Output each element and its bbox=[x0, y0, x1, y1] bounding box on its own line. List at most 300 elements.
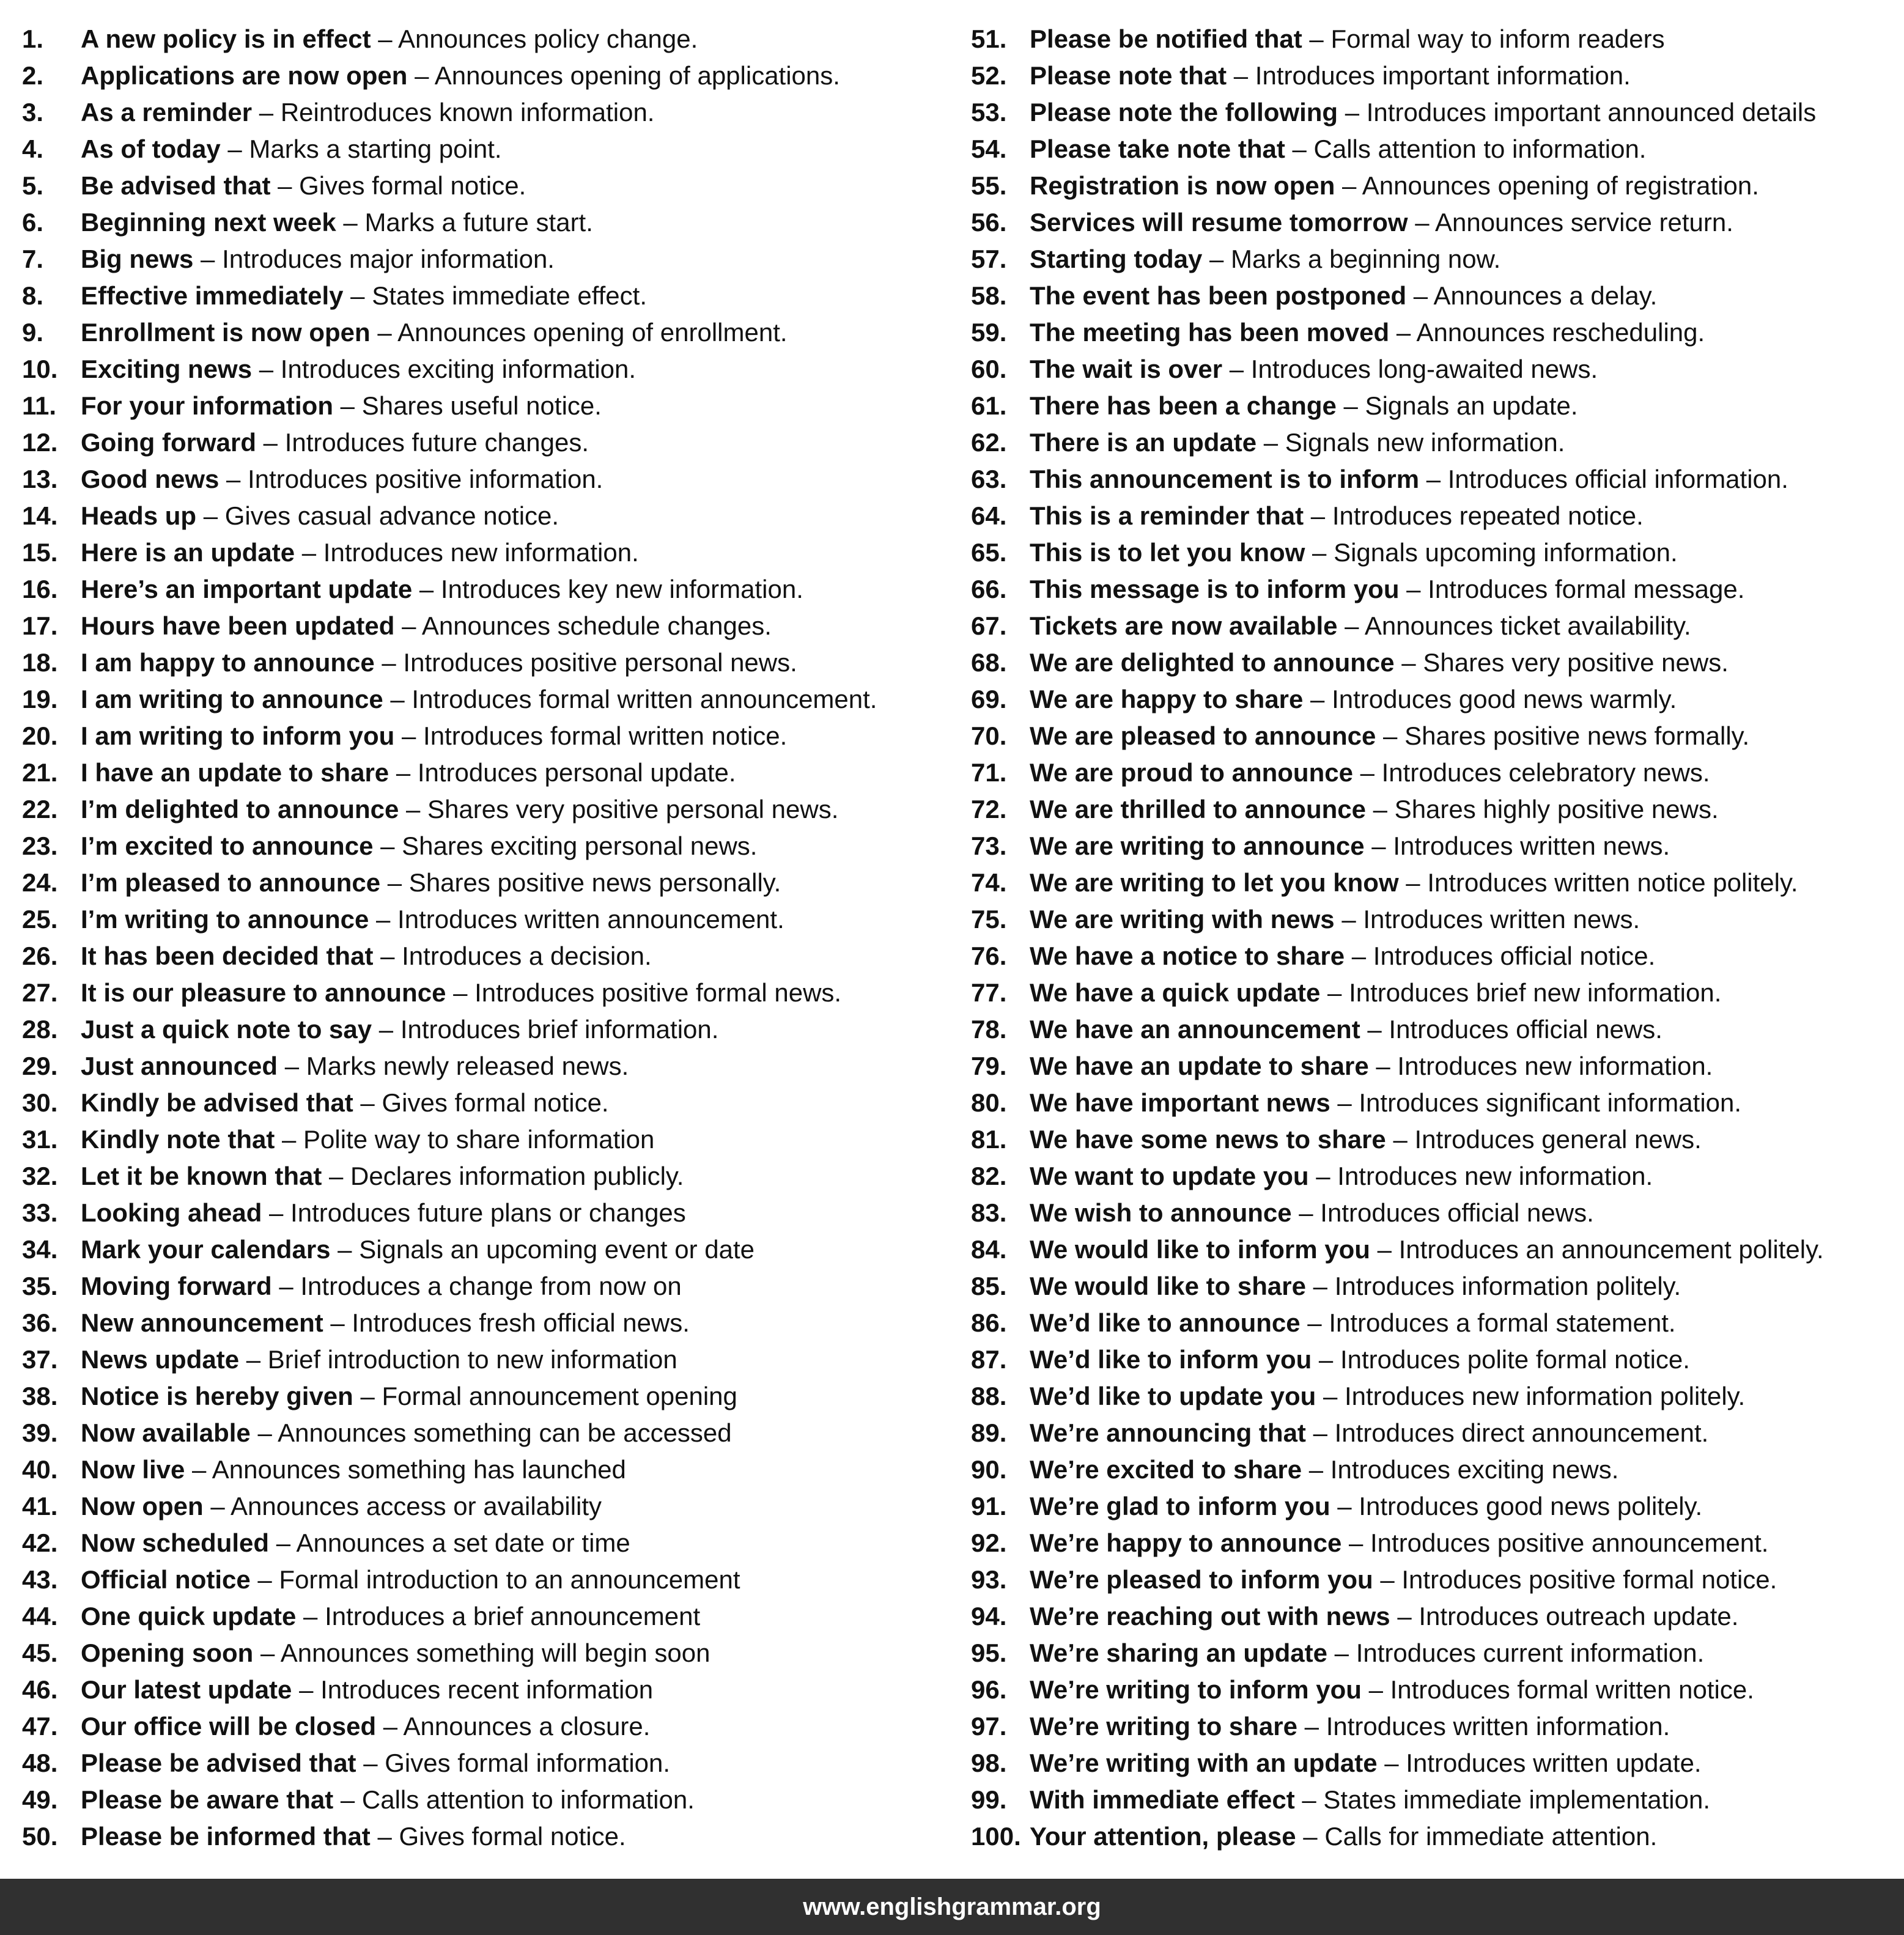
item-phrase: Good news bbox=[81, 465, 220, 493]
item-description: – Introduces direct announcement. bbox=[1305, 1418, 1709, 1447]
item-number: 80. bbox=[971, 1088, 1007, 1117]
item-description: – Introduces a formal statement. bbox=[1300, 1308, 1676, 1337]
list-item bbox=[22, 424, 877, 461]
item-description: – Introduces positive information. bbox=[219, 465, 603, 493]
item-description: – Introduces personal update. bbox=[389, 758, 736, 787]
list-item bbox=[971, 1488, 1824, 1525]
item-description: – Announces rescheduling. bbox=[1389, 318, 1705, 347]
list-item bbox=[971, 718, 1824, 754]
item-description: – Marks newly released news. bbox=[278, 1052, 629, 1080]
item-number: 49. bbox=[22, 1785, 58, 1814]
list-item bbox=[22, 1011, 877, 1048]
item-number: 65. bbox=[971, 538, 1007, 567]
list-item bbox=[971, 21, 1824, 57]
item-phrase: This is a reminder that bbox=[1030, 501, 1304, 530]
item-phrase: One quick update bbox=[81, 1602, 297, 1631]
list-item bbox=[971, 314, 1824, 351]
list-item bbox=[22, 1745, 877, 1782]
list-item bbox=[971, 901, 1824, 938]
item-description: – Polite way to share information bbox=[275, 1125, 655, 1154]
item-description: – Marks a beginning now. bbox=[1202, 245, 1501, 273]
list-item bbox=[971, 681, 1824, 718]
list-item bbox=[971, 1525, 1824, 1561]
item-number: 86. bbox=[971, 1308, 1007, 1337]
list-item bbox=[971, 1671, 1824, 1708]
item-phrase: Effective immediately bbox=[81, 281, 344, 310]
item-description: – Gives formal notice. bbox=[353, 1088, 609, 1117]
item-number: 4. bbox=[22, 135, 44, 163]
item-description: – Calls attention to information. bbox=[1285, 135, 1647, 163]
item-phrase: We have an announcement bbox=[1030, 1015, 1360, 1044]
item-description: – Introduces an announcement politely. bbox=[1370, 1235, 1824, 1264]
item-number: 40. bbox=[22, 1455, 58, 1484]
item-description: – Introduces new information. bbox=[1368, 1052, 1713, 1080]
item-description: – Marks a starting point. bbox=[220, 135, 502, 163]
item-description: – Reintroduces known information. bbox=[252, 98, 655, 127]
list-item bbox=[22, 975, 877, 1011]
item-description: – Introduces formal written announcement. bbox=[383, 685, 877, 713]
item-description: – Introduces brief information. bbox=[372, 1015, 719, 1044]
item-phrase: There is an update bbox=[1030, 428, 1257, 457]
item-number: 13. bbox=[22, 465, 58, 493]
list-item bbox=[22, 1158, 877, 1195]
list-item bbox=[971, 424, 1824, 461]
item-phrase: Please be informed that bbox=[81, 1822, 371, 1851]
list-item bbox=[22, 1525, 877, 1561]
list-item bbox=[22, 1818, 877, 1855]
list-item bbox=[971, 1635, 1824, 1671]
list-item bbox=[22, 1305, 877, 1341]
item-description: – Announces something has launched bbox=[185, 1455, 626, 1484]
item-number: 79. bbox=[971, 1052, 1007, 1080]
list-item bbox=[22, 1671, 877, 1708]
item-description: – Announces something will begin soon bbox=[253, 1638, 710, 1667]
item-number: 54. bbox=[971, 135, 1007, 163]
item-number: 35. bbox=[22, 1272, 58, 1300]
list-item bbox=[22, 1635, 877, 1671]
item-description: – Introduces official notice. bbox=[1345, 942, 1656, 970]
item-number: 7. bbox=[22, 245, 44, 273]
item-description: – Introduces written news. bbox=[1364, 831, 1670, 860]
item-number: 97. bbox=[971, 1712, 1007, 1741]
item-number: 94. bbox=[971, 1602, 1007, 1631]
item-phrase: I am writing to announce bbox=[81, 685, 383, 713]
item-description: – Brief introduction to new information bbox=[239, 1345, 677, 1374]
item-description: – Marks a future start. bbox=[336, 208, 593, 237]
item-number: 76. bbox=[971, 942, 1007, 970]
item-phrase: We’re writing to inform you bbox=[1030, 1675, 1362, 1704]
item-phrase: We are writing to announce bbox=[1030, 831, 1365, 860]
item-phrase: I have an update to share bbox=[81, 758, 389, 787]
item-phrase: Applications are now open bbox=[81, 61, 408, 90]
item-phrase: Here’s an important update bbox=[81, 575, 413, 603]
item-phrase: We’re announcing that bbox=[1030, 1418, 1306, 1447]
item-phrase: This is to let you know bbox=[1030, 538, 1305, 567]
item-description: – Introduces general news. bbox=[1386, 1125, 1702, 1154]
item-description: – Introduces formal written notice. bbox=[1361, 1675, 1754, 1704]
item-number: 88. bbox=[971, 1382, 1007, 1410]
list-item bbox=[22, 901, 877, 938]
item-phrase: We’re sharing an update bbox=[1030, 1638, 1327, 1667]
list-item bbox=[971, 1451, 1824, 1488]
item-number: 20. bbox=[22, 721, 58, 750]
item-number: 31. bbox=[22, 1125, 58, 1154]
list-item bbox=[971, 644, 1824, 681]
item-phrase: Just announced bbox=[81, 1052, 278, 1080]
item-phrase: Mark your calendars bbox=[81, 1235, 331, 1264]
item-number: 89. bbox=[971, 1418, 1007, 1447]
item-number: 41. bbox=[22, 1492, 58, 1520]
list-item bbox=[971, 938, 1824, 975]
item-phrase: There has been a change bbox=[1030, 391, 1337, 420]
item-description: – Introduces future plans or changes bbox=[262, 1198, 686, 1227]
item-description: – Introduces new information. bbox=[1308, 1162, 1653, 1190]
item-description: – Shares very positive news. bbox=[1394, 648, 1729, 677]
item-description: – Announces a set date or time bbox=[269, 1528, 630, 1557]
list-item bbox=[22, 864, 877, 901]
item-phrase: With immediate effect bbox=[1030, 1785, 1295, 1814]
item-number: 15. bbox=[22, 538, 58, 567]
item-description: – Gives formal notice. bbox=[270, 171, 526, 200]
item-number: 23. bbox=[22, 831, 58, 860]
item-number: 50. bbox=[22, 1822, 58, 1851]
item-description: – Announces something can be accessed bbox=[250, 1418, 732, 1447]
item-phrase: It has been decided that bbox=[81, 942, 374, 970]
item-number: 26. bbox=[22, 942, 58, 970]
item-number: 91. bbox=[971, 1492, 1007, 1520]
list-item bbox=[22, 644, 877, 681]
item-phrase: We are happy to share bbox=[1030, 685, 1304, 713]
item-description: – Gives formal notice. bbox=[370, 1822, 626, 1851]
item-description: – Introduces positive formal news. bbox=[446, 978, 842, 1007]
item-phrase: Kindly be advised that bbox=[81, 1088, 353, 1117]
item-number: 30. bbox=[22, 1088, 58, 1117]
list-item bbox=[971, 241, 1824, 278]
item-description: – Introduces exciting news. bbox=[1302, 1455, 1619, 1484]
item-phrase: We’re excited to share bbox=[1030, 1455, 1302, 1484]
item-phrase: Exciting news bbox=[81, 355, 253, 383]
list-item bbox=[971, 1782, 1824, 1818]
item-phrase: We’d like to update you bbox=[1030, 1382, 1316, 1410]
item-phrase: Hours have been updated bbox=[81, 611, 395, 640]
item-description: – Introduces new information. bbox=[295, 538, 639, 567]
list-item bbox=[971, 1268, 1824, 1305]
item-number: 51. bbox=[971, 24, 1007, 53]
item-phrase: Now open bbox=[81, 1492, 204, 1520]
item-number: 43. bbox=[22, 1565, 58, 1594]
list-column-left bbox=[22, 21, 877, 1855]
list-item bbox=[971, 1415, 1824, 1451]
item-phrase: A new policy is in effect bbox=[81, 24, 371, 53]
item-phrase: Our office will be closed bbox=[81, 1712, 377, 1741]
list-item bbox=[22, 1708, 877, 1745]
list-item bbox=[22, 351, 877, 388]
item-number: 14. bbox=[22, 501, 58, 530]
item-number: 5. bbox=[22, 171, 44, 200]
item-description: – Announces opening of enrollment. bbox=[370, 318, 788, 347]
list-item bbox=[22, 754, 877, 791]
item-phrase: This message is to inform you bbox=[1030, 575, 1400, 603]
item-description: – Formal announcement opening bbox=[353, 1382, 737, 1410]
item-description: – Introduces celebratory news. bbox=[1352, 758, 1710, 787]
item-description: – Introduces official information. bbox=[1419, 465, 1788, 493]
item-number: 1. bbox=[22, 24, 44, 53]
item-phrase: We are writing with news bbox=[1030, 905, 1335, 934]
item-description: – Calls for immediate attention. bbox=[1296, 1822, 1658, 1851]
item-description: – Introduces written news. bbox=[1334, 905, 1640, 934]
list-item bbox=[971, 1818, 1824, 1855]
footer-url: www.englishgrammar.org bbox=[803, 1893, 1101, 1920]
item-number: 56. bbox=[971, 208, 1007, 237]
list-item bbox=[971, 1305, 1824, 1341]
list-item bbox=[22, 461, 877, 498]
item-phrase: We have some news to share bbox=[1030, 1125, 1386, 1154]
item-description: – Calls attention to information. bbox=[333, 1785, 695, 1814]
item-phrase: The event has been postponed bbox=[1030, 281, 1407, 310]
list-item bbox=[22, 1782, 877, 1818]
item-number: 59. bbox=[971, 318, 1007, 347]
item-number: 33. bbox=[22, 1198, 58, 1227]
item-phrase: Let it be known that bbox=[81, 1162, 322, 1190]
item-description: – Introduces official news. bbox=[1291, 1198, 1594, 1227]
item-number: 39. bbox=[22, 1418, 58, 1447]
item-description: – Introduces a decision. bbox=[373, 942, 652, 970]
item-number: 53. bbox=[971, 98, 1007, 127]
item-description: – Announces a closure. bbox=[376, 1712, 651, 1741]
item-number: 25. bbox=[22, 905, 58, 934]
item-phrase: Official notice bbox=[81, 1565, 251, 1594]
item-phrase: Enrollment is now open bbox=[81, 318, 371, 347]
item-phrase: The meeting has been moved bbox=[1030, 318, 1390, 347]
item-description: – Shares positive news formally. bbox=[1376, 721, 1750, 750]
item-description: – Introduces written announcement. bbox=[369, 905, 784, 934]
item-number: 3. bbox=[22, 98, 44, 127]
item-description: – Announces a delay. bbox=[1406, 281, 1658, 310]
item-number: 22. bbox=[22, 795, 58, 824]
item-description: – Introduces brief new information. bbox=[1320, 978, 1722, 1007]
item-number: 73. bbox=[971, 831, 1007, 860]
item-phrase: Please be advised that bbox=[81, 1749, 356, 1777]
list-item bbox=[971, 1561, 1824, 1598]
item-description: – Announces ticket availability. bbox=[1337, 611, 1691, 640]
item-phrase: We have important news bbox=[1030, 1088, 1330, 1117]
item-description: – Shares highly positive news. bbox=[1365, 795, 1719, 824]
item-number: 44. bbox=[22, 1602, 58, 1631]
item-phrase: It is our pleasure to announce bbox=[81, 978, 446, 1007]
item-description: – Introduces written notice politely. bbox=[1398, 868, 1798, 897]
list-item bbox=[971, 1745, 1824, 1782]
item-number: 85. bbox=[971, 1272, 1007, 1300]
item-number: 72. bbox=[971, 795, 1007, 824]
item-number: 29. bbox=[22, 1052, 58, 1080]
item-phrase: We have a quick update bbox=[1030, 978, 1321, 1007]
list-item bbox=[971, 1598, 1824, 1635]
list-item bbox=[22, 1451, 877, 1488]
item-phrase: We are proud to announce bbox=[1030, 758, 1353, 787]
item-number: 12. bbox=[22, 428, 58, 457]
item-number: 81. bbox=[971, 1125, 1007, 1154]
item-phrase: As of today bbox=[81, 135, 221, 163]
item-number: 71. bbox=[971, 758, 1007, 787]
item-description: – Introduces significant information. bbox=[1330, 1088, 1742, 1117]
list-item bbox=[971, 168, 1824, 204]
item-phrase: Beginning next week bbox=[81, 208, 336, 237]
item-description: – Introduces current information. bbox=[1327, 1638, 1705, 1667]
item-number: 28. bbox=[22, 1015, 58, 1044]
list-item bbox=[22, 571, 877, 608]
item-phrase: We would like to inform you bbox=[1030, 1235, 1370, 1264]
item-number: 57. bbox=[971, 245, 1007, 273]
item-phrase: We’d like to announce bbox=[1030, 1308, 1301, 1337]
item-phrase: Now scheduled bbox=[81, 1528, 270, 1557]
item-number: 21. bbox=[22, 758, 58, 787]
item-phrase: We’d like to inform you bbox=[1030, 1345, 1312, 1374]
item-number: 77. bbox=[971, 978, 1007, 1007]
list-item bbox=[22, 388, 877, 424]
list-item bbox=[22, 1085, 877, 1121]
item-phrase: Please take note that bbox=[1030, 135, 1285, 163]
list-item bbox=[971, 1121, 1824, 1158]
item-phrase: New announcement bbox=[81, 1308, 323, 1337]
item-description: – Introduces good news politely. bbox=[1330, 1492, 1703, 1520]
item-description: – Introduces polite formal notice. bbox=[1312, 1345, 1690, 1374]
list-item bbox=[22, 1231, 877, 1268]
item-number: 52. bbox=[971, 61, 1007, 90]
item-number: 90. bbox=[971, 1455, 1007, 1484]
item-phrase: We’re pleased to inform you bbox=[1030, 1565, 1373, 1594]
item-phrase: We have an update to share bbox=[1030, 1052, 1369, 1080]
item-phrase: We wish to announce bbox=[1030, 1198, 1292, 1227]
item-number: 58. bbox=[971, 281, 1007, 310]
item-number: 55. bbox=[971, 171, 1007, 200]
item-description: – Introduces written information. bbox=[1297, 1712, 1670, 1741]
list-item bbox=[22, 204, 877, 241]
item-description: – Introduces positive formal notice. bbox=[1373, 1565, 1777, 1594]
list-item bbox=[971, 461, 1824, 498]
item-phrase: We’re writing with an update bbox=[1030, 1749, 1378, 1777]
list-item bbox=[971, 1341, 1824, 1378]
list-item bbox=[971, 1195, 1824, 1231]
item-phrase: I am happy to announce bbox=[81, 648, 375, 677]
item-number: 47. bbox=[22, 1712, 58, 1741]
list-item bbox=[971, 1378, 1824, 1415]
item-description: – Introduces long-awaited news. bbox=[1222, 355, 1598, 383]
item-number: 17. bbox=[22, 611, 58, 640]
list-item bbox=[22, 278, 877, 314]
item-number: 16. bbox=[22, 575, 58, 603]
list-item bbox=[22, 1195, 877, 1231]
item-description: – Introduces written update. bbox=[1377, 1749, 1702, 1777]
item-number: 61. bbox=[971, 391, 1007, 420]
item-phrase: We’re happy to announce bbox=[1030, 1528, 1342, 1557]
list-item bbox=[22, 314, 877, 351]
item-number: 83. bbox=[971, 1198, 1007, 1227]
list-item bbox=[971, 204, 1824, 241]
item-description: – Introduces a change from now on bbox=[271, 1272, 682, 1300]
item-description: – Signals an upcoming event or date bbox=[330, 1235, 755, 1264]
item-number: 67. bbox=[971, 611, 1007, 640]
item-phrase: News update bbox=[81, 1345, 240, 1374]
item-number: 9. bbox=[22, 318, 44, 347]
list-item bbox=[22, 131, 877, 168]
item-number: 27. bbox=[22, 978, 58, 1007]
item-number: 64. bbox=[971, 501, 1007, 530]
item-number: 98. bbox=[971, 1749, 1007, 1777]
item-number: 87. bbox=[971, 1345, 1007, 1374]
item-number: 70. bbox=[971, 721, 1007, 750]
list-item bbox=[971, 1011, 1824, 1048]
item-number: 36. bbox=[22, 1308, 58, 1337]
item-number: 2. bbox=[22, 61, 44, 90]
item-description: – Introduces good news warmly. bbox=[1303, 685, 1677, 713]
item-description: – Introduces positive announcement. bbox=[1341, 1528, 1769, 1557]
item-description: – States immediate effect. bbox=[343, 281, 647, 310]
list-item bbox=[22, 718, 877, 754]
item-number: 74. bbox=[971, 868, 1007, 897]
item-phrase: Heads up bbox=[81, 501, 197, 530]
item-description: – Introduces fresh official news. bbox=[323, 1308, 690, 1337]
list-item bbox=[22, 681, 877, 718]
list-item bbox=[971, 1231, 1824, 1268]
item-number: 45. bbox=[22, 1638, 58, 1667]
item-phrase: For your information bbox=[81, 391, 333, 420]
item-phrase: I’m excited to announce bbox=[81, 831, 374, 860]
item-number: 46. bbox=[22, 1675, 58, 1704]
list-item bbox=[22, 21, 877, 57]
item-description: – Introduces important information. bbox=[1227, 61, 1631, 90]
item-description: – Introduces positive personal news. bbox=[374, 648, 797, 677]
list-item bbox=[22, 168, 877, 204]
list-item bbox=[22, 1378, 877, 1415]
item-number: 6. bbox=[22, 208, 44, 237]
item-description: – Introduces outreach update. bbox=[1390, 1602, 1739, 1631]
item-number: 24. bbox=[22, 868, 58, 897]
list-item bbox=[22, 1121, 877, 1158]
item-description: – Shares useful notice. bbox=[333, 391, 602, 420]
item-phrase: The wait is over bbox=[1030, 355, 1223, 383]
item-number: 75. bbox=[971, 905, 1007, 934]
item-number: 93. bbox=[971, 1565, 1007, 1594]
list-item bbox=[971, 94, 1824, 131]
list-item bbox=[971, 534, 1824, 571]
item-number: 60. bbox=[971, 355, 1007, 383]
item-description: – Announces policy change. bbox=[371, 24, 698, 53]
item-number: 32. bbox=[22, 1162, 58, 1190]
list-item bbox=[22, 1268, 877, 1305]
list-item bbox=[22, 791, 877, 828]
item-phrase: Be advised that bbox=[81, 171, 271, 200]
item-number: 84. bbox=[971, 1235, 1007, 1264]
item-number: 100. bbox=[971, 1822, 1021, 1851]
item-phrase: I’m writing to announce bbox=[81, 905, 369, 934]
item-phrase: Our latest update bbox=[81, 1675, 292, 1704]
list-item bbox=[971, 57, 1824, 94]
list-item bbox=[22, 608, 877, 644]
item-number: 8. bbox=[22, 281, 44, 310]
item-description: – Announces service return. bbox=[1408, 208, 1733, 237]
list-item bbox=[971, 571, 1824, 608]
item-number: 78. bbox=[971, 1015, 1007, 1044]
item-description: – Introduces official news. bbox=[1360, 1015, 1662, 1044]
item-number: 18. bbox=[22, 648, 58, 677]
item-description: – Introduces exciting information. bbox=[252, 355, 637, 383]
list-item bbox=[22, 828, 877, 864]
item-description: – Announces opening of registration. bbox=[1335, 171, 1759, 200]
item-phrase: This announcement is to inform bbox=[1030, 465, 1420, 493]
list-item bbox=[22, 241, 877, 278]
item-number: 96. bbox=[971, 1675, 1007, 1704]
item-number: 95. bbox=[971, 1638, 1007, 1667]
